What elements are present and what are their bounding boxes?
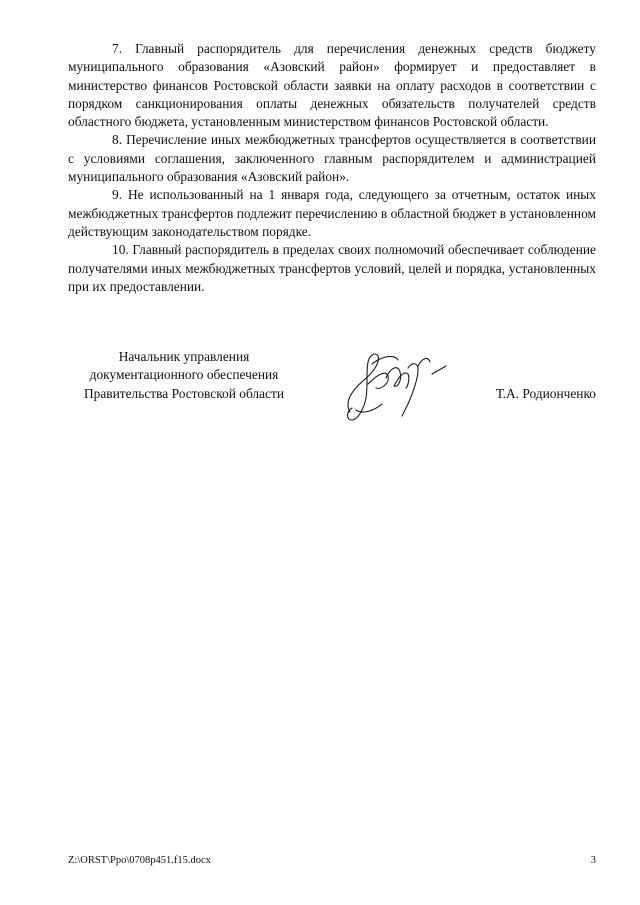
signer-position-line-1: Начальник управления [118,349,250,364]
footer-page-number: 3 [590,855,596,866]
paragraph-9: 9. Не использованный на 1 января года, следующего за отчетным, остаток иных межбюджетных трансфертов подлежит перечислению в областной бюджет в установленном действующим законодательством порядке. [68,187,596,239]
paragraph-10: 10. Главный распорядитель в пределах своих полномочий обеспечивает соблюдение получателями иных межбюджетных трансфертов условий, целей и порядка, установленных при их предоставлении. [68,242,596,294]
signer-position [68,348,300,403]
handwritten-signature [342,350,462,428]
signature-block [68,348,596,428]
document-body [68,40,596,296]
paragraph-8: 8. Перечисление иных межбюджетных трансфертов осуществляется в соответствии с условиями соглашения, заключенного главным распорядителем и администрацией муниципального образования «Азовский район». [68,132,596,185]
signer-name: Т.А. Родионченко [495,385,596,401]
footer-file-path: Z:\ORST\Ppo\0708p451.f15.docx [68,855,211,866]
signer-position-line-3: Правительства Ростовской области [83,385,285,401]
paragraph-7: 7. Главный распорядитель для перечисления денежных средств бюджету муниципального образования «Азовский район» формирует и предоставляет в министерство финансов Ростовской области заявки на оплату расходов в соответствии с порядком санкционирования оплаты денежных обязательств получателей средств областного бюджета, установленным министерством финансов Ростовской области. [68,41,596,130]
signer-position-line-2: документационного обеспечения [89,367,279,383]
